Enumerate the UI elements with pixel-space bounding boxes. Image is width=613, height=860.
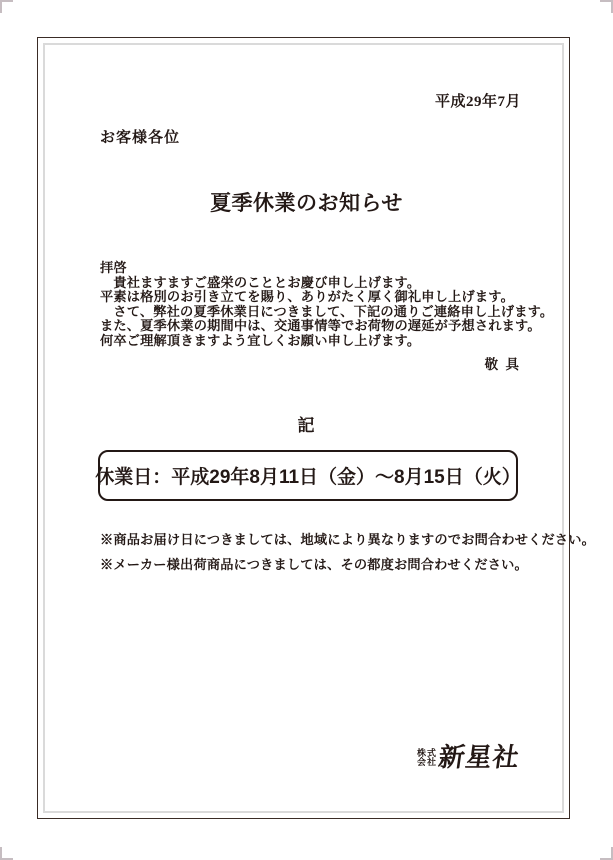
crop-mark-top-left-icon [0,0,13,13]
company-prefix [417,749,437,767]
body-opening: 拝啓 [100,260,127,275]
note-line: ※メーカー様出荷商品につきましては、その都度お問合わせください。 [100,557,528,572]
document-title: 夏季休業のお知らせ [210,192,403,215]
body-line: さて、弊社の夏季休業日につきまして、下記の通りご連絡申し上げます。 [100,303,554,319]
holiday-notice-text: 休業日：平成29年8月11日（金）～8月15日（火） [95,467,521,488]
date-line: 平成29年7月 [434,94,521,110]
record-heading: 記 [297,416,316,435]
holiday-notice-box [95,450,521,501]
company-prefix-top: 株式 [417,747,438,758]
company-logo [417,737,520,774]
body-line: 平素は格別のお引き立てを賜り、ありがたく厚く御礼申し上げます。 [100,289,514,305]
body-closing: 敬 具 [484,357,521,372]
note-line: ※商品お届け日につきましては、地域により異なりますのでお問合わせください。 [100,532,596,547]
recipient-line: お客様各位 [100,130,181,146]
crop-mark-bottom-right-icon [600,847,613,860]
body-line: また、夏季休業の期間中は、交通事情等でお荷物の遅延が予想されます。 [100,318,541,334]
company-prefix-bottom: 会社 [417,756,438,767]
crop-mark-bottom-left-icon [0,847,13,860]
body-paragraph [100,260,554,349]
body-line: 貴社ますますご盛栄のこととお慶び申し上げます。 [100,274,421,290]
crop-mark-top-right-icon [600,0,613,13]
company-name: 新星社 [436,742,522,772]
footnotes [100,527,596,577]
body-line: 何卒ご理解頂きますよう宜しくお願い申し上げます。 [100,332,421,348]
